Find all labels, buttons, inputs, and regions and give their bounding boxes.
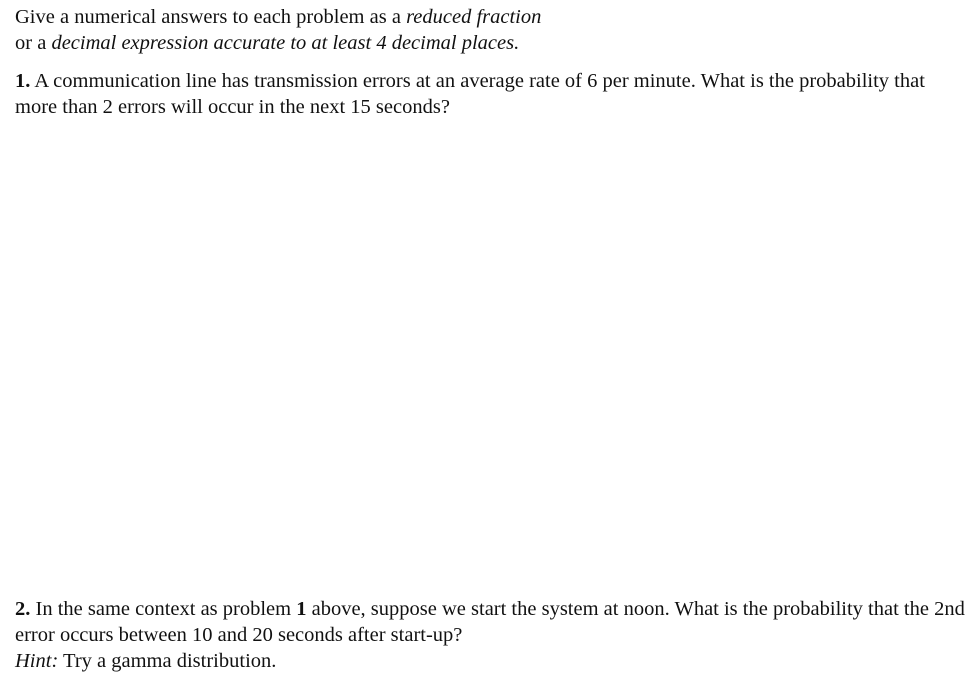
- instructions-line-1: [15, 4, 965, 30]
- problem-1-number: 1.: [15, 70, 31, 92]
- problem-2-number: 2.: [15, 598, 31, 620]
- problem-2-hint-label: Hint:: [15, 650, 59, 672]
- instructions-line-1-emphasis: reduced fraction: [406, 6, 542, 28]
- problem-2-ref: 1: [296, 598, 307, 620]
- problem-1-text: A communication line has transmission errors at an average rate of 6 per minute. What is the probability that more than 2 errors will occur in the next 15 seconds?: [15, 70, 925, 118]
- problem-2-text-before-ref: In the same context as problem: [30, 598, 297, 620]
- instructions-line-2-prefix: or a: [15, 32, 52, 54]
- problem-1-statement: [15, 68, 965, 120]
- problem-2-hint: [15, 648, 965, 674]
- problem-1: [15, 68, 965, 120]
- instructions-line-1-prefix: Give a numerical answers to each problem as a: [15, 6, 407, 28]
- instructions: [15, 4, 965, 56]
- instructions-line-2: [15, 30, 965, 56]
- problem-2-statement: [15, 596, 965, 648]
- instructions-line-2-emphasis: decimal expression accurate to at least 4 decimal places.: [51, 32, 520, 54]
- problem-2: [15, 596, 965, 674]
- problem-2-text-after-ref: above, suppose we start the system at noon. What is the probability that the 2nd error occurs between 10 and 20 seconds after start-up?: [15, 598, 965, 646]
- problem-2-hint-text: Try a gamma distribution.: [58, 650, 277, 672]
